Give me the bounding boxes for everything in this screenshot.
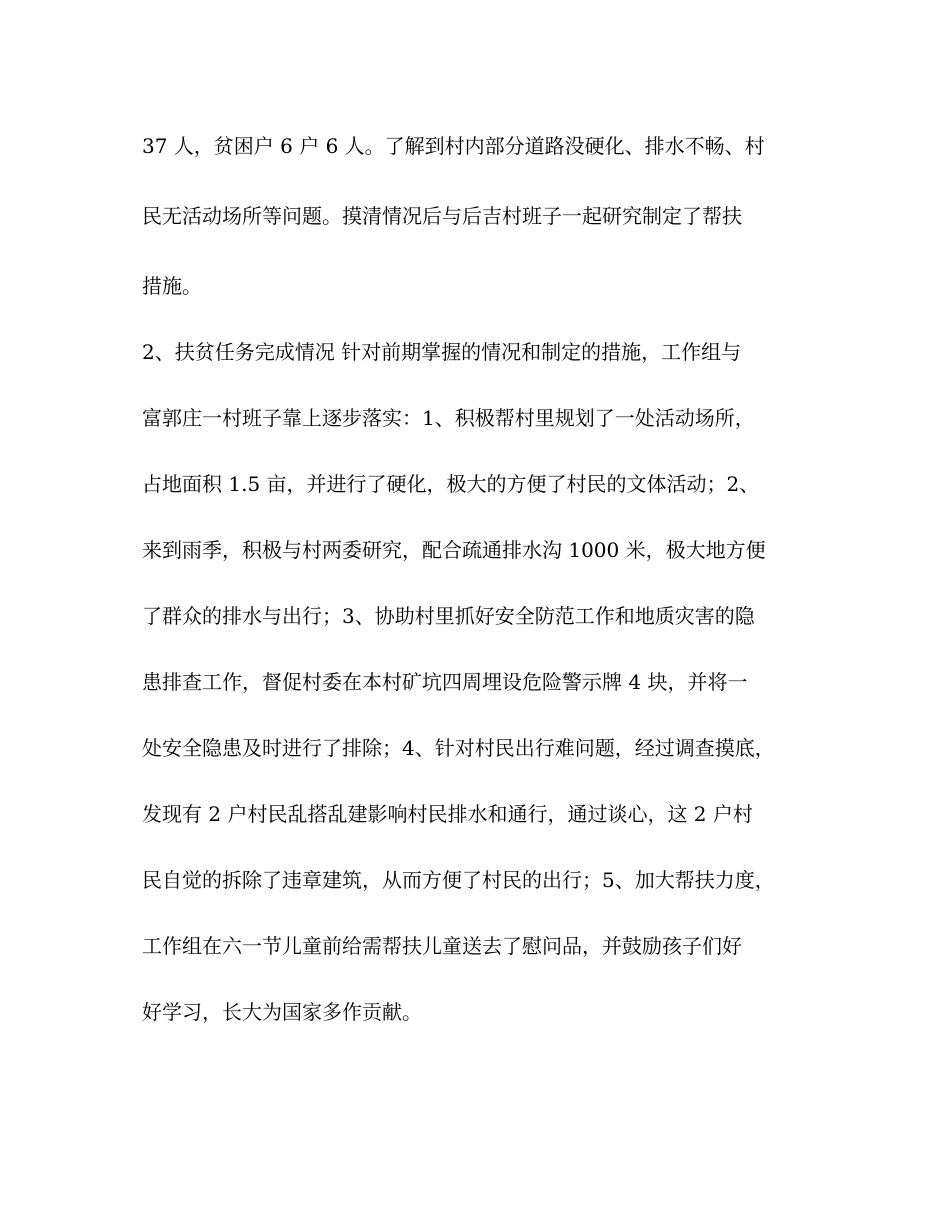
text-line-8: 了群众的排水与出行；3、协助村里抓好安全防范工作和地质灾害的隐: [142, 604, 755, 628]
text-line-9: 患排查工作，督促村委在本村矿坑四周埋设危险警示牌 4 块，并将一: [142, 670, 748, 694]
text-line-12: 民自觉的拆除了违章建筑，从而方便了村民的出行；5、加大帮扶力度，: [142, 868, 775, 892]
text-line-7: 来到雨季，积极与村两委研究，配合疏通排水沟 1000 米，极大地方便: [142, 538, 766, 562]
text-line-2: 民无活动场所等问题。摸清情况后与后吉村班子一起研究制定了帮扶: [142, 204, 742, 228]
text-line-10: 处安全隐患及时进行了排除；4、针对村民出行难问题，经过调查摸底，: [142, 736, 775, 760]
text-line-6: 占地面积 1.5 亩，并进行了硬化，极大的方便了村民的文体活动；2、: [142, 472, 760, 496]
text-line-3: 措施。: [142, 274, 202, 298]
text-line-13: 工作组在六一节儿童前给需帮扶儿童送去了慰问品，并鼓励孩子们好: [142, 934, 742, 958]
text-line-5: 富郭庄一村班子靠上逐步落实：1、积极帮村里规划了一处活动场所，: [142, 406, 755, 430]
text-line-11: 发现有 2 户村民乱搭乱建影响村民排水和通行，通过谈心，这 2 户村: [142, 802, 753, 826]
text-line-4: 2、扶贫任务完成情况 针对前期掌握的情况和制定的措施，工作组与: [142, 340, 742, 364]
text-line-14: 好学习，长大为国家多作贡献。: [142, 1000, 422, 1024]
text-line-1: 37 人，贫困户 6 户 6 人。了解到村内部分道路没硬化、排水不畅、村: [142, 134, 765, 158]
